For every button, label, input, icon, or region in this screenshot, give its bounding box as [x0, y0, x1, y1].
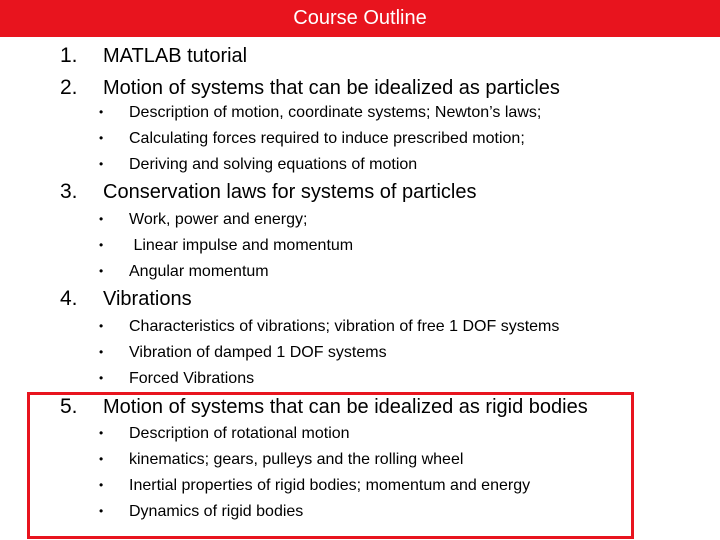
sub-item [99, 342, 387, 363]
outline-item-2 [60, 76, 560, 100]
sub-item [99, 423, 350, 444]
sub-item-label: Characteristics of vibrations; vibration of free 1 DOF systems [129, 318, 560, 335]
sub-item-label: kinematics; gears, pulleys and the rolling wheel [129, 451, 464, 468]
outline-number: 3. [60, 180, 78, 203]
sub-item-label: Dynamics of rigid bodies [129, 503, 304, 520]
outline-label: Motion of systems that can be idealized as rigid bodies [103, 396, 588, 418]
outline-item-1 [60, 44, 247, 68]
bullet-icon: • [99, 212, 104, 226]
bullet-icon: • [99, 238, 104, 252]
outline-number: 4. [60, 287, 78, 310]
sub-item [99, 209, 307, 230]
bullet-icon: • [99, 157, 104, 171]
outline-label: Conservation laws for systems of particles [103, 181, 477, 203]
sub-item-label: Angular momentum [129, 263, 269, 280]
sub-item-label: Linear impulse and momentum [129, 237, 354, 254]
bullet-icon: • [99, 319, 104, 333]
sub-item-label: Calculating forces required to induce prescribed motion; [129, 130, 525, 147]
sub-item [99, 102, 541, 123]
sub-item-label: Vibration of damped 1 DOF systems [129, 344, 387, 361]
sub-item-label: Deriving and solving equations of motion [129, 156, 418, 173]
outline-number: 5. [60, 395, 78, 418]
sub-item-label: Inertial properties of rigid bodies; momentum and energy [129, 477, 531, 494]
bullet-icon: • [99, 371, 104, 385]
sub-item-label: Work, power and energy; [129, 211, 308, 228]
sub-item [99, 316, 559, 337]
bullet-icon: • [99, 426, 104, 440]
outline-label: MATLAB tutorial [103, 45, 248, 67]
outline-item-4 [60, 287, 192, 311]
outline-item-5 [60, 395, 588, 419]
outline-item-3 [60, 180, 476, 204]
bullet-icon: • [99, 478, 104, 492]
sub-item [99, 368, 254, 389]
outline-number: 1. [60, 44, 78, 67]
title-bar [0, 0, 720, 37]
bullet-icon: • [99, 504, 104, 518]
sub-item-label: Description of motion, coordinate systems; Newton’s laws; [129, 104, 542, 121]
bullet-icon: • [99, 131, 104, 145]
sub-item [99, 449, 463, 470]
sub-item [99, 154, 417, 175]
sub-item [99, 261, 269, 282]
sub-item [99, 235, 353, 256]
page-title: Course Outline [293, 7, 427, 29]
bullet-icon: • [99, 264, 104, 278]
sub-item-label: Forced Vibrations [129, 370, 255, 387]
sub-item [99, 128, 525, 149]
outline-number: 2. [60, 76, 78, 99]
outline-label: Vibrations [103, 288, 192, 310]
sub-item-label: Description of rotational motion [129, 425, 350, 442]
bullet-icon: • [99, 345, 104, 359]
sub-item [99, 475, 530, 496]
sub-item [99, 501, 303, 522]
bullet-icon: • [99, 452, 104, 466]
outline-label: Motion of systems that can be idealized as particles [103, 77, 560, 99]
bullet-icon: • [99, 105, 104, 119]
